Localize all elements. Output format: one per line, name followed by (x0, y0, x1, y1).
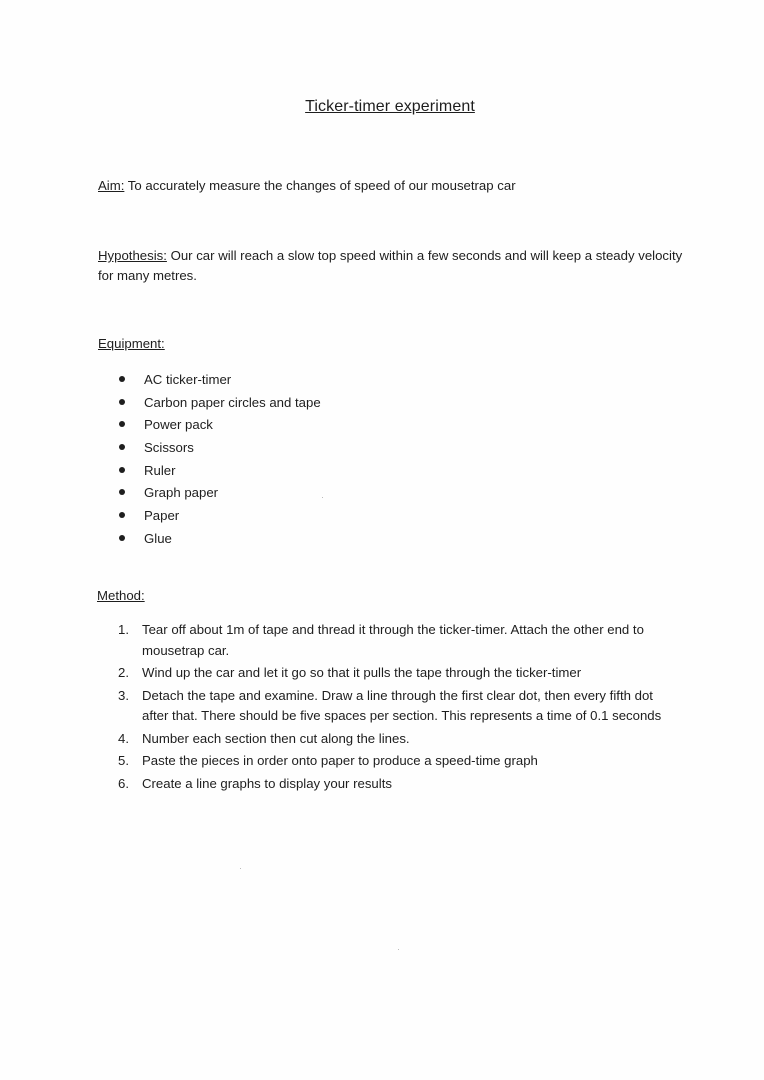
equipment-item: Power pack (144, 417, 213, 433)
equipment-item: Glue (144, 530, 172, 546)
step-number: 4. (118, 730, 129, 746)
step-number: 2. (118, 665, 129, 680)
equipment-item: Graph paper (144, 485, 219, 501)
step-number: 3. (118, 687, 129, 703)
hypothesis-text: Our car will reach a slow top speed within a few seconds and will keep a steady velocity for many metres. (98, 248, 683, 283)
method-step (118, 774, 678, 795)
bullet-icon (119, 512, 125, 518)
step-text: Detach the tape and examine. Draw a line through the first clear dot, then every fifth dot after that. There should be five spaces per section. This represents a time of 0.1 seconds (142, 687, 662, 723)
scan-speck (322, 497, 323, 498)
step-number: 5. (118, 753, 129, 768)
method-list (118, 620, 678, 796)
method-step (118, 751, 678, 772)
list-item (116, 438, 321, 461)
step-text: Create a line graphs to display your results (142, 775, 392, 791)
aim-text: To accurately measure the changes of speed of our mousetrap car (124, 178, 516, 193)
list-item (116, 415, 321, 438)
list-item (116, 506, 321, 529)
equipment-item: Carbon paper circles and tape (144, 394, 321, 410)
bullet-icon (119, 489, 125, 495)
bullet-icon (119, 421, 125, 427)
list-item (116, 461, 321, 484)
method-step (118, 663, 678, 684)
equipment-item: Ruler (144, 462, 176, 478)
bullet-icon (119, 535, 125, 541)
list-item (116, 483, 321, 506)
document-title: Ticker-timer experiment (305, 98, 475, 115)
bullet-icon (119, 467, 125, 473)
method-step (118, 686, 678, 727)
scan-speck (240, 868, 241, 869)
step-number: 6. (118, 775, 129, 791)
method-step (118, 620, 678, 661)
step-text: Tear off about 1m of tape and thread it through the ticker-timer. Attach the other end to mousetrap car. (142, 622, 644, 658)
step-text: Wind up the car and let it go so that it pulls the tape through the ticker-timer (142, 665, 582, 680)
list-item (116, 529, 321, 552)
step-number: 1. (118, 622, 129, 637)
bullet-icon (119, 399, 125, 405)
scan-speck (398, 949, 399, 950)
bullet-icon (119, 376, 125, 382)
list-item (116, 393, 321, 416)
bullet-icon (119, 444, 125, 450)
equipment-item: AC ticker-timer (144, 372, 232, 387)
hypothesis-section (98, 246, 688, 286)
step-text: Paste the pieces in order onto paper to produce a speed-time graph (142, 753, 538, 768)
aim-section (98, 176, 698, 196)
equipment-item: Scissors (144, 440, 194, 456)
method-heading: Method: (97, 588, 145, 603)
list-item (116, 370, 321, 393)
equipment-heading: Equipment: (98, 336, 165, 351)
method-step (118, 729, 678, 750)
aim-label: Aim: (98, 178, 125, 193)
equipment-list (116, 370, 321, 552)
equipment-item: Paper (144, 508, 180, 524)
hypothesis-label: Hypothesis: (98, 248, 167, 263)
step-text: Number each section then cut along the lines. (142, 730, 410, 746)
